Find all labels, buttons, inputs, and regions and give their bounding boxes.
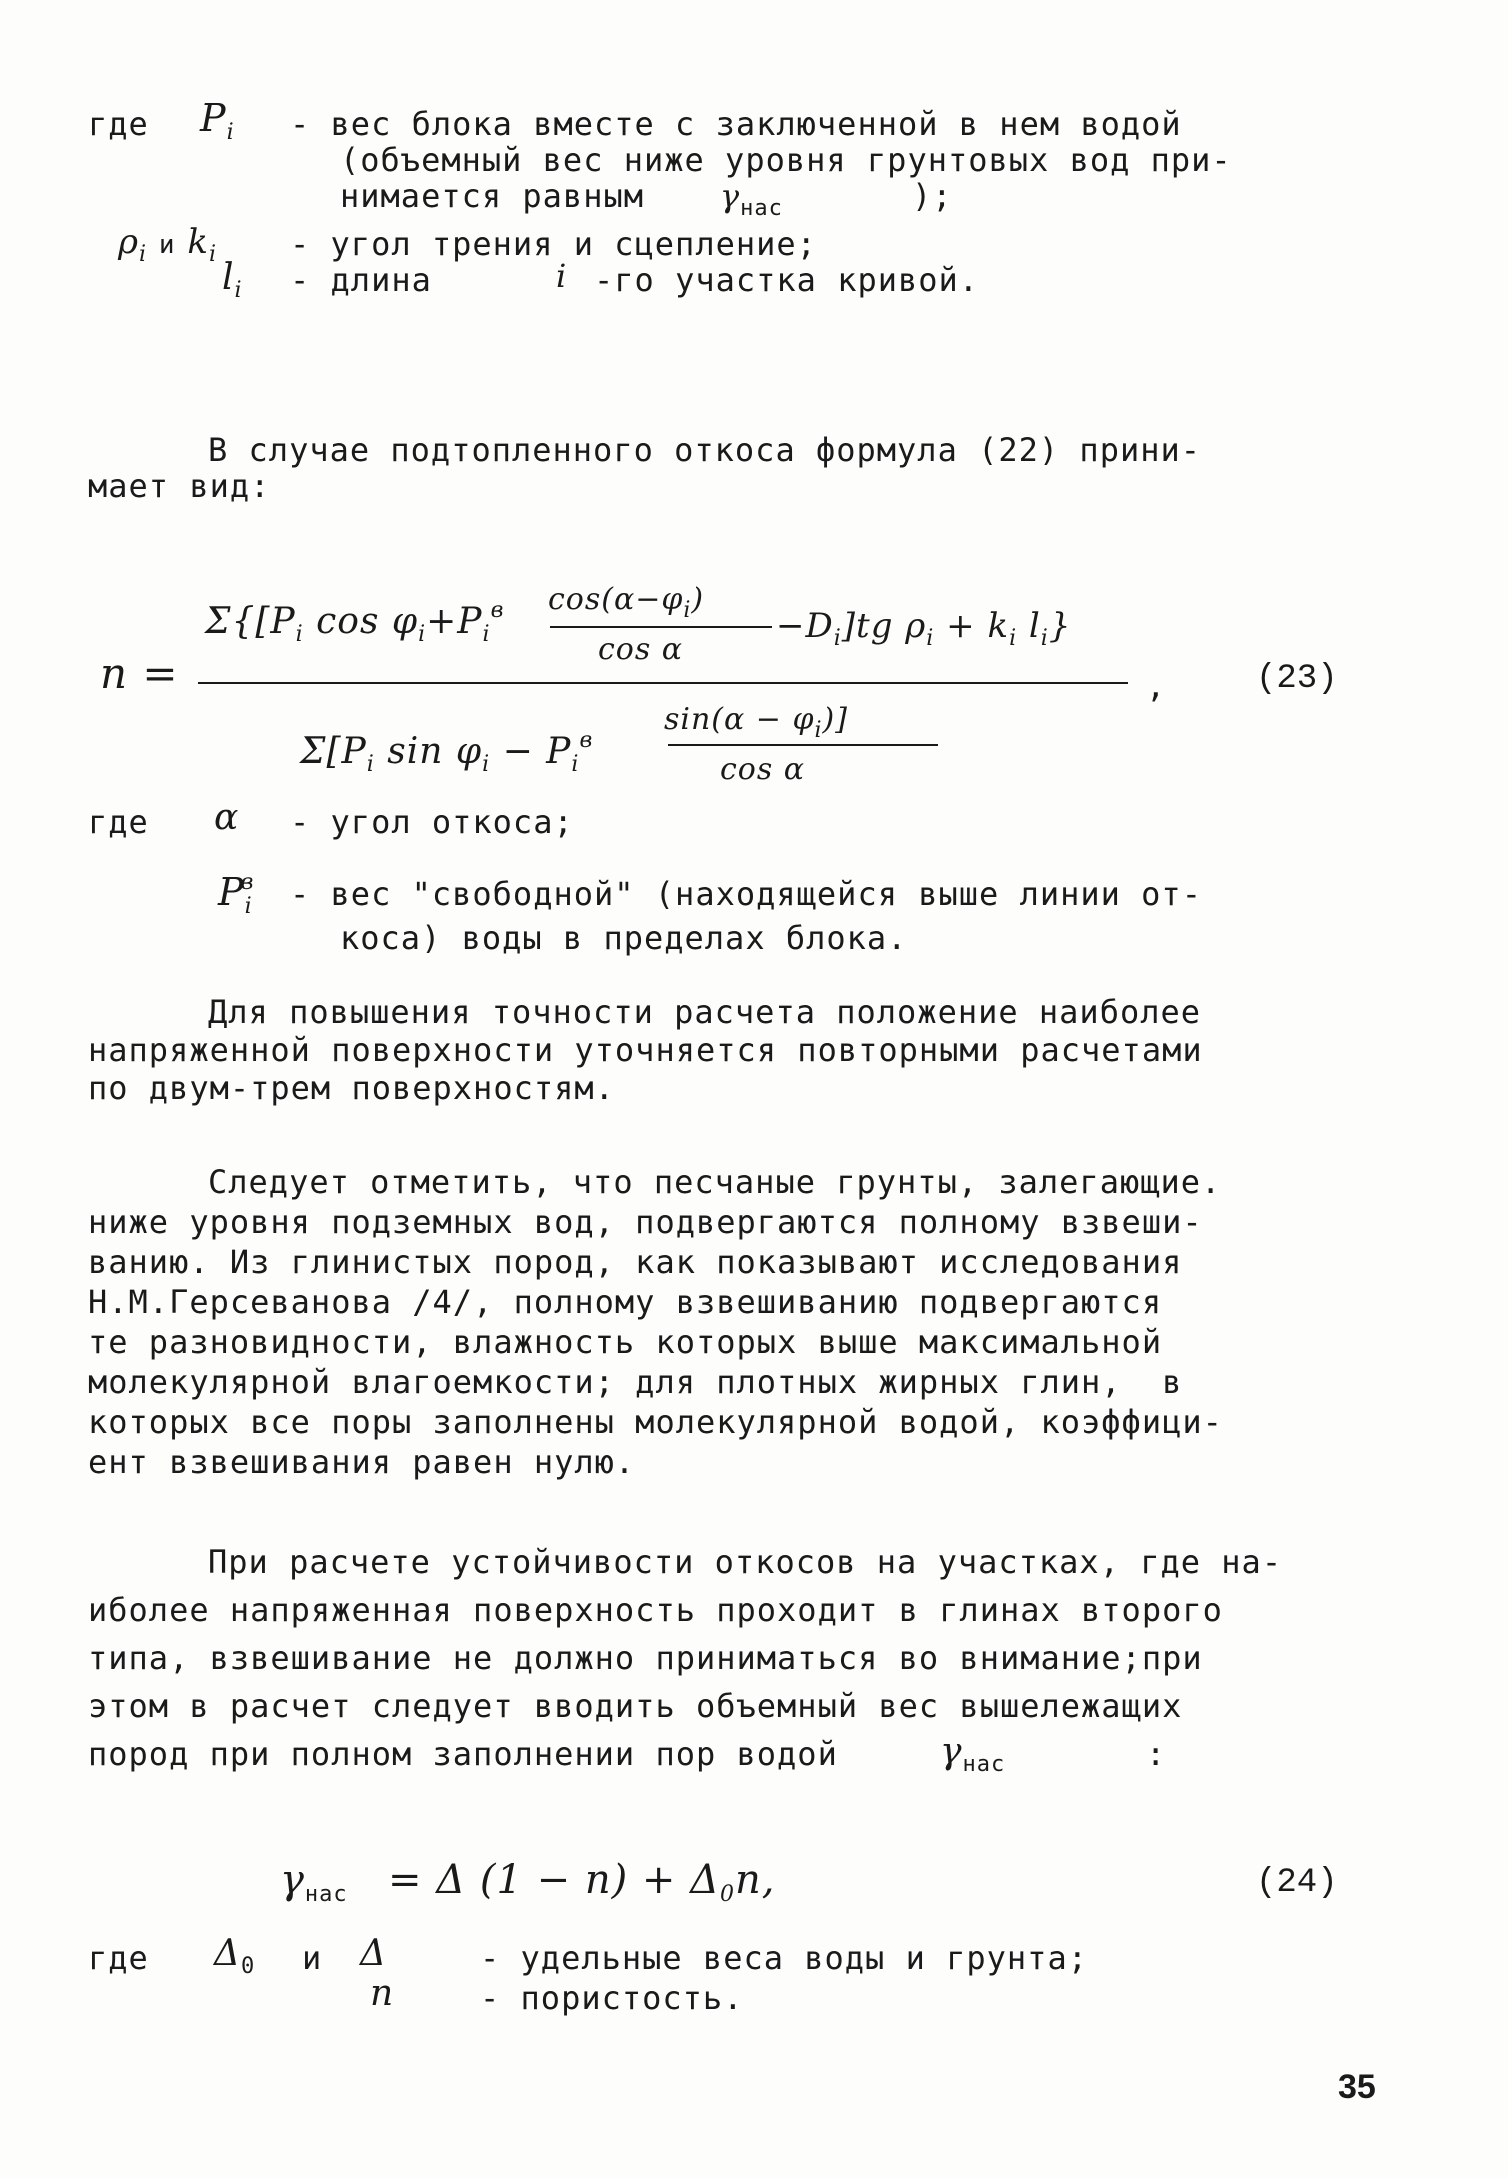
paragraph-4-line-4: этом в расчет следует вводить объемный вес вышележащих bbox=[88, 1687, 1183, 1725]
symbol-n: n bbox=[370, 1973, 395, 2014]
paragraph-2-line-1: Для повышения точности расчета положение наиболее bbox=[208, 993, 1202, 1031]
paragraph-3-line-5: те разновидности, влажность которых выше максимальной bbox=[88, 1323, 1163, 1361]
p-definition-line-2: (объемный вес ниже уровня грунтовых вод при- bbox=[340, 141, 1232, 179]
l-definition-part-1: - длина bbox=[290, 261, 432, 299]
paragraph-2-line-3: по двум-трем поверхностям. bbox=[88, 1069, 615, 1107]
paragraph-3-line-3: ванию. Из глинистых пород, как показывают исследования bbox=[88, 1243, 1183, 1281]
symbol-rho-and-k: $\rho_i$ и $k_i$ bbox=[118, 222, 217, 267]
paragraph-3-line-4: Н.М.Герсеванова /4/, полному взвешиванию подвергаются bbox=[88, 1283, 1163, 1321]
where-label-3: где bbox=[88, 1939, 149, 1977]
symbol-l: $l_i$ bbox=[222, 257, 243, 303]
formula-23-sin-fraction-bar bbox=[668, 744, 938, 746]
p-free-definition-line-2: коса) воды в пределах блока. bbox=[340, 919, 908, 957]
formula-23-sin-fraction-numerator: $\sin(\alpha - \varphi_i)$] bbox=[664, 702, 848, 743]
p-definition-line-3: нимается равным bbox=[340, 177, 644, 215]
formula-23-cos-fraction-denominator: cos α bbox=[598, 632, 684, 667]
alpha-definition: - угол откоса; bbox=[290, 803, 574, 841]
paragraph-3-line-1: Следует отметить, что песчаные грунты, залегающие. bbox=[208, 1163, 1222, 1201]
formula-24-gamma: $\gamma_{нас}$ bbox=[280, 1857, 348, 1907]
paragraph-3-line-6: молекулярной влагоемкости; для плотных жирных глин, в bbox=[88, 1363, 1183, 1401]
symbol-i: i bbox=[556, 257, 568, 295]
symbol-delta: Δ bbox=[360, 1933, 387, 1974]
formula-23-lhs: n = bbox=[100, 649, 179, 698]
paragraph-4-colon: : bbox=[1146, 1735, 1167, 1773]
symbol-delta-zero: $\Delta_0$ bbox=[214, 1933, 256, 1979]
paragraph-4-line-1: При расчете устойчивости откосов на участках, где на- bbox=[208, 1543, 1283, 1581]
paragraph-4-line-3: типа, взвешивание не должно приниматься во внимание;при bbox=[88, 1639, 1203, 1677]
rho-k-definition: - угол трения и сцепление; bbox=[290, 225, 817, 263]
p-definition-end: ); bbox=[912, 177, 953, 215]
paragraph-3-line-8: ент взвешивания равен нулю. bbox=[88, 1443, 636, 1481]
symbol-p-free: $P_i^в$ bbox=[218, 870, 255, 919]
paragraph-3-line-2: ниже уровня подземных вод, подвергаются полному взвеши- bbox=[88, 1203, 1203, 1241]
and-label: и bbox=[302, 1939, 323, 1977]
symbol-p: $P_i$ bbox=[200, 96, 235, 145]
paragraph-4-line-5: пород при полном заполнении пор водой bbox=[88, 1735, 838, 1773]
formula-23-numerator-start: $\Sigma\{[P_i$ $\cos \varphi_i+P_i^в$ bbox=[205, 598, 505, 647]
paragraph-1-line-1: В случае подтопленного откоса формула (22) прини- bbox=[208, 431, 1202, 469]
gamma-nas-symbol: $\gamma_{нас}$ bbox=[720, 177, 783, 221]
n-definition: - пористость. bbox=[480, 1979, 744, 2017]
page-number: 35 bbox=[1338, 2068, 1376, 2106]
paragraph-3-line-7: которых все поры заполнены молекулярной водой, коэффици- bbox=[88, 1403, 1223, 1441]
formula-24-rhs: = Δ $(1 - n) + \Delta_0n$, bbox=[388, 1857, 776, 1907]
formula-24-label: (24) bbox=[1256, 1864, 1338, 1902]
paragraph-4-line-2: иболее напряженная поверхность проходит в глинах второго bbox=[88, 1591, 1223, 1629]
formula-23-main-fraction-bar bbox=[198, 682, 1128, 684]
formula-23-denominator-start: $\Sigma[P_i$ $\sin \varphi_i - P_i^в$ bbox=[300, 728, 594, 777]
p-free-definition-line-1: - вес "свободной" (находящейся выше линии от- bbox=[290, 875, 1202, 913]
l-definition-part-2: -го участка кривой. bbox=[594, 261, 980, 299]
paragraph-1-line-2: мает вид: bbox=[88, 467, 271, 505]
formula-23-comma: , bbox=[1146, 667, 1167, 705]
formula-23-numerator-end: $-D_i]tg$ $\rho_i + k_i$ $l_i$} bbox=[776, 606, 1072, 651]
delta-definition: - удельные веса воды и грунта; bbox=[480, 1939, 1088, 1977]
paragraph-2-line-2: напряженной поверхности уточняется повторными расчетами bbox=[88, 1031, 1203, 1069]
formula-23-cos-fraction-numerator: $\cos(\alpha-\varphi_i)$ bbox=[548, 582, 705, 623]
p-definition-line-1: - вес блока вместе с заключенной в нем водой bbox=[290, 105, 1182, 143]
formula-23-sin-fraction-denominator: cos α bbox=[720, 752, 806, 787]
where-label: где bbox=[88, 105, 149, 143]
where-label-2: где bbox=[88, 803, 149, 841]
symbol-alpha: α bbox=[214, 797, 240, 838]
formula-23-label: (23) bbox=[1256, 660, 1338, 698]
gamma-nas-inline: $\gamma_{нас}$ bbox=[940, 1731, 1006, 1777]
